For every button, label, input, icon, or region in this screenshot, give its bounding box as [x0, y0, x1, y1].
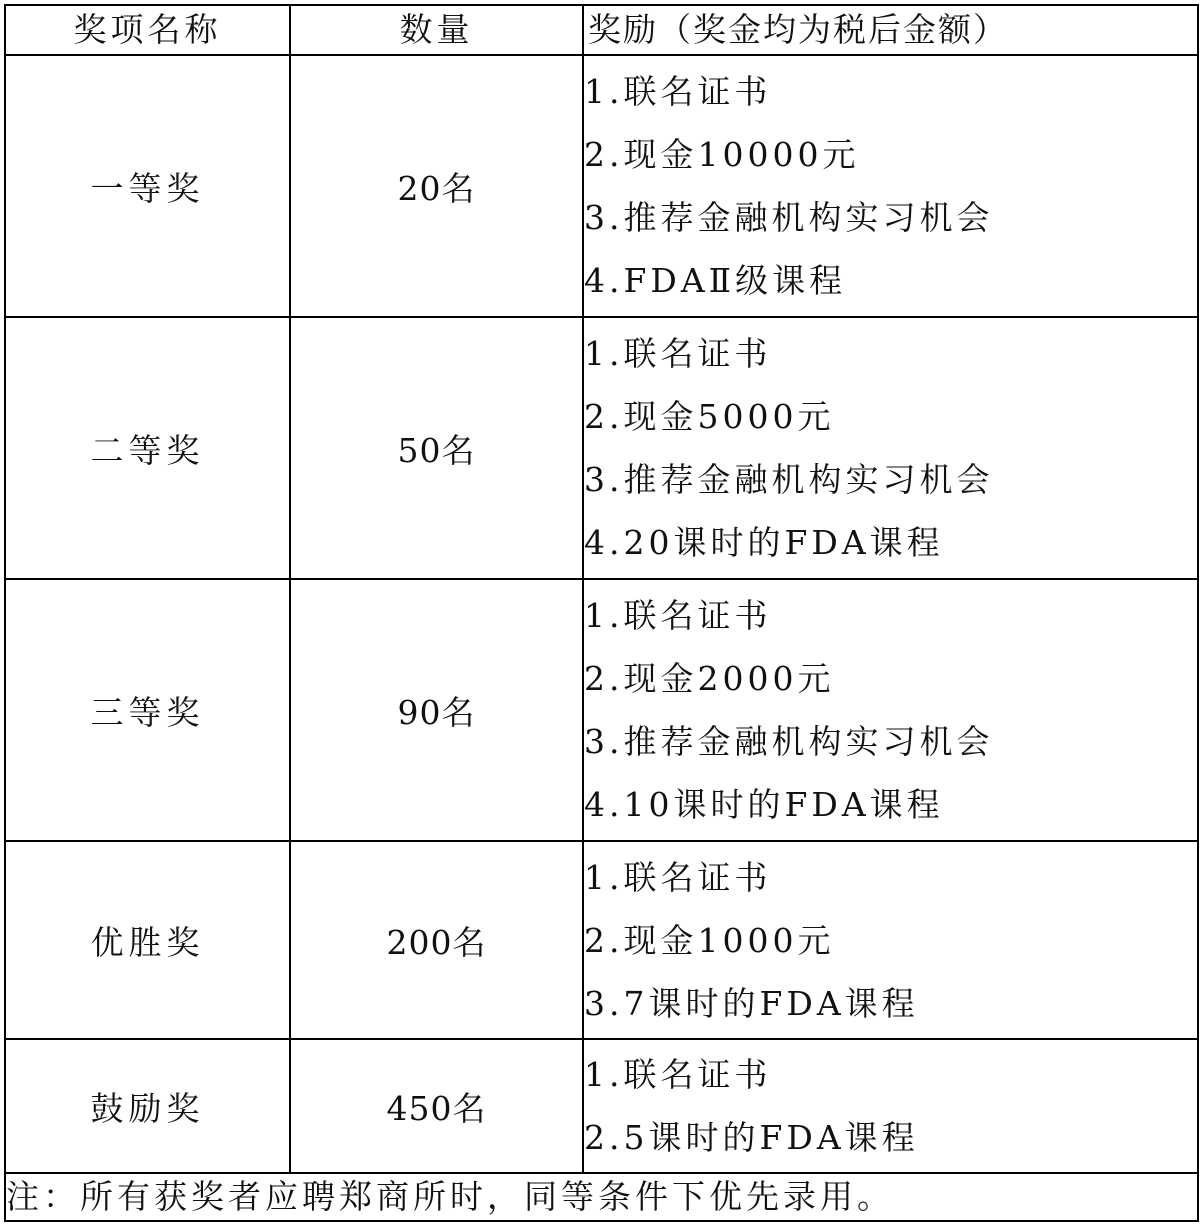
table-row [5, 579, 1198, 841]
reward-item: 1.联名证书 [584, 334, 772, 373]
reward-list [583, 1039, 1198, 1173]
award-count: 450名 [290, 1039, 583, 1173]
award-count: 90名 [290, 579, 583, 841]
header-count: 数量 [290, 5, 583, 55]
reward-item: 4.FDAⅡ级课程 [584, 261, 847, 300]
reward-item: 1.联名证书 [584, 72, 772, 111]
reward-item: 4.10课时的FDA课程 [584, 785, 944, 824]
award-name: 鼓励奖 [5, 1039, 290, 1173]
header-row [5, 5, 1198, 55]
reward-item: 2.现金5000元 [584, 397, 835, 436]
award-count: 20名 [290, 55, 583, 317]
reward-item: 3.推荐金融机构实习机会 [584, 198, 994, 237]
header-award-name: 奖项名称 [5, 5, 290, 55]
award-count: 200名 [290, 841, 583, 1039]
header-reward: 奖励（奖金均为税后金额） [583, 5, 1198, 55]
reward-list [583, 317, 1198, 579]
reward-item: 3.7课时的FDA课程 [584, 983, 919, 1023]
table-row [5, 1039, 1198, 1173]
reward-list [583, 579, 1198, 841]
reward-item: 1.联名证书 [584, 1055, 772, 1094]
table-row [5, 317, 1198, 579]
reward-item: 2.5课时的FDA课程 [584, 1118, 919, 1157]
award-count: 50名 [290, 317, 583, 579]
awards-table [4, 4, 1199, 1222]
table-row [5, 841, 1198, 1039]
reward-item: 3.推荐金融机构实习机会 [584, 460, 994, 499]
reward-item: 2.现金1000元 [584, 920, 835, 960]
reward-item: 1.联名证书 [584, 596, 772, 635]
reward-item: 4.20课时的FDA课程 [584, 523, 944, 562]
reward-list [583, 55, 1198, 317]
award-name: 优胜奖 [5, 841, 290, 1039]
reward-item: 1.联名证书 [584, 857, 772, 897]
reward-item: 2.现金2000元 [584, 659, 835, 698]
award-name: 三等奖 [5, 579, 290, 841]
award-name: 二等奖 [5, 317, 290, 579]
table-row [5, 55, 1198, 317]
reward-item: 2.现金10000元 [584, 135, 860, 174]
footnote: 注：所有获奖者应聘郑商所时，同等条件下优先录用。 [5, 1173, 1198, 1221]
reward-item: 3.推荐金融机构实习机会 [584, 722, 994, 761]
note-row [5, 1173, 1198, 1221]
reward-list [583, 841, 1198, 1039]
award-name: 一等奖 [5, 55, 290, 317]
